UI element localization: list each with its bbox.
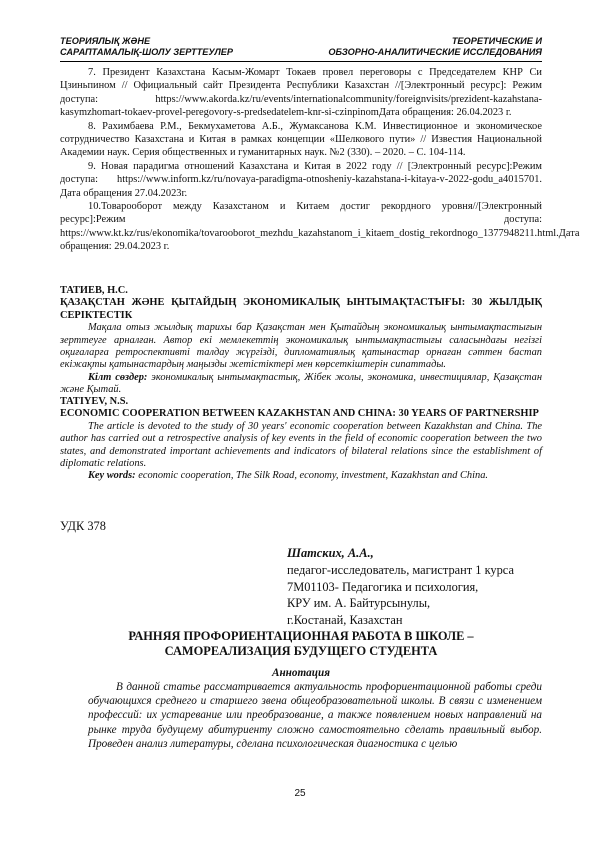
author-position: педагог-исследователь, магистрант 1 курса bbox=[287, 562, 514, 577]
en-author: TATIYEV, N.S. bbox=[60, 396, 129, 407]
author-city: г.Костанай, Казахстан bbox=[287, 613, 403, 628]
en-title: ECONOMIC COOPERATION BETWEEN KAZAKHSTAN AND CHINA: 30 YEARS OF PARTNERSHIP bbox=[60, 408, 539, 420]
running-header-right bbox=[328, 36, 542, 58]
kz-abstract: Мақала отыз жылдық тарихы бар Қазақстан мен Қытайдың экономикалық ынтымақтастығын зерттеуге арналған. Автор екі мемлекеттің экономикалық ынтымақтастығы саласындағы негізгі оқиғаларға ретроспективті талдау жүргізді, дипломатиялық қатынастар орнаған сәттен бастап екіжақты қатынастардың маңызды жетістіктері мен көрсеткіштерін сипаттады. bbox=[60, 322, 542, 371]
author-block bbox=[287, 545, 514, 629]
author-name: Шатских, А.А., bbox=[287, 546, 374, 560]
article-title-line2: САМОРЕАЛИЗАЦИЯ БУДУЩЕГО СТУДЕНТА bbox=[164, 644, 438, 658]
author-program: 7М01103- Педагогика и психология, bbox=[287, 579, 479, 594]
reference-item: 10.Товарооборот между Казахстаном и Китаем достиг рекордного уровня//[Электронный ресурс]:Режим доступа: https://www.kt.kz/rus/ekonomika/tovarooborot_mezhdu_kazahstanom_i_kitaem_dostig_rekordnogo_1377948211.html.Дата обращения: 29.04.2023 г. bbox=[60, 201, 580, 253]
article-title-line1: РАННЯЯ ПРОФОРИЕНТАЦИОННАЯ РАБОТА В ШКОЛЕ – bbox=[128, 629, 474, 643]
article-title bbox=[60, 629, 542, 659]
header-left-line2: САРАПТАМАЛЫҚ-ШОЛУ ЗЕРТТЕУЛЕР bbox=[60, 47, 234, 57]
kz-keywords-label: Кілт сөздер: bbox=[88, 371, 148, 383]
page-number: 25 bbox=[294, 788, 306, 799]
header-divider bbox=[60, 61, 542, 62]
en-abstract: The article is devoted to the study of 30 years' economic cooperation between Kazakhstan and China. The author has carried out a retrospective analysis of key events in the field of economic cooperation between the two states, and demonstrated important achievements and indicators of bilateral relations since the establishment of diplomatic relations. bbox=[60, 420, 542, 470]
reference-item: 8. Рахимбаева Р.М., Бекмухаметова А.Б., Жумаксанова К.М. Инвестиционное и экономическое сотрудничество Казахстана и Китая в рамках концепции «Шелкового пути» // Известия Национальной Академии наук. Серия общественных и гуманитарных наук. №2 (330). – 2020. – С. 104-114. bbox=[60, 120, 542, 159]
header-right-line2: ОБЗОРНО-АНАЛИТИЧЕСКИЕ ИССЛЕДОВАНИЯ bbox=[328, 47, 542, 57]
running-header-left bbox=[60, 36, 233, 58]
annotation-text: В данной статье рассматривается актуальность профориентационной работы среди обучающихся среднего и старшего звена общеобразовательной школы. В связи с изменением профессий: их устаревание или преобразование, а также появлением новых направлений на рынке труда будущему абитуриенту сложно самостоятельно сделать правильный выбор. Проведен анализ литературы, сделана психологическая диагностика с целью bbox=[88, 681, 542, 750]
reference-item: 9. Новая парадигма отношений Казахстана и Китая в 2022 году // [Электронный ресурс]:Режим доступа: https://www.inform.kz/ru/novaya-paradigma-otnosheniy-kazahstana-i-kitaya-v-2022-godu_a4015701. Дата обращения 27.04.2023г. bbox=[60, 160, 542, 199]
en-keywords-text: economic cooperation, The Silk Road, economy, investment, Kazakhstan and China. bbox=[135, 470, 488, 482]
kz-keywords-text: экономикалық ынтымақтастық, Жібек жолы, экономика, инвестициялар, Қазақстан және Қытай. bbox=[60, 371, 543, 396]
udk-code: УДК 378 bbox=[60, 519, 106, 533]
header-left-line1: ТЕОРИЯЛЫҚ ЖӘНЕ bbox=[60, 36, 151, 46]
kz-summary bbox=[60, 285, 542, 397]
reference-list bbox=[60, 66, 580, 254]
author-university: КРУ им. А. Байтурсынулы, bbox=[287, 596, 431, 611]
kz-keywords bbox=[60, 372, 542, 397]
header-right-line1: ТЕОРЕТИЧЕСКИЕ И bbox=[451, 36, 542, 46]
kz-author: ТАТИЕВ, Н.С. bbox=[60, 285, 128, 296]
annotation-heading: Аннотация bbox=[272, 667, 330, 679]
kz-title: ҚАЗАҚСТАН ЖӘНЕ ҚЫТАЙДЫҢ ЭКОНОМИКАЛЫҚ ЫНТЫМАҚТАСТЫҒЫ: 30 ЖЫЛДЫҚ СЕРІКТЕСТІК bbox=[60, 297, 542, 321]
en-summary bbox=[60, 396, 542, 483]
en-keywords-label: Key words: bbox=[88, 470, 136, 482]
reference-item: 7. Президент Казахстана Касым-Жомарт Токаев провел переговоры с Председателем КНР Си Цзиньпином // Официальный сайт Президента Республики Казахстан //[Электронный ресурс]: Режим доступа: https://www.akorda.kz/ru/events/internationalcommunity/foreignvisits/prezident-kazahstana-kasymzhomart-tokaev-provel-peregovory-s-predsedatelem-knr-si-czinpinomДата обращения: 26.04.2023 г. bbox=[60, 67, 542, 119]
en-keywords bbox=[60, 470, 542, 482]
